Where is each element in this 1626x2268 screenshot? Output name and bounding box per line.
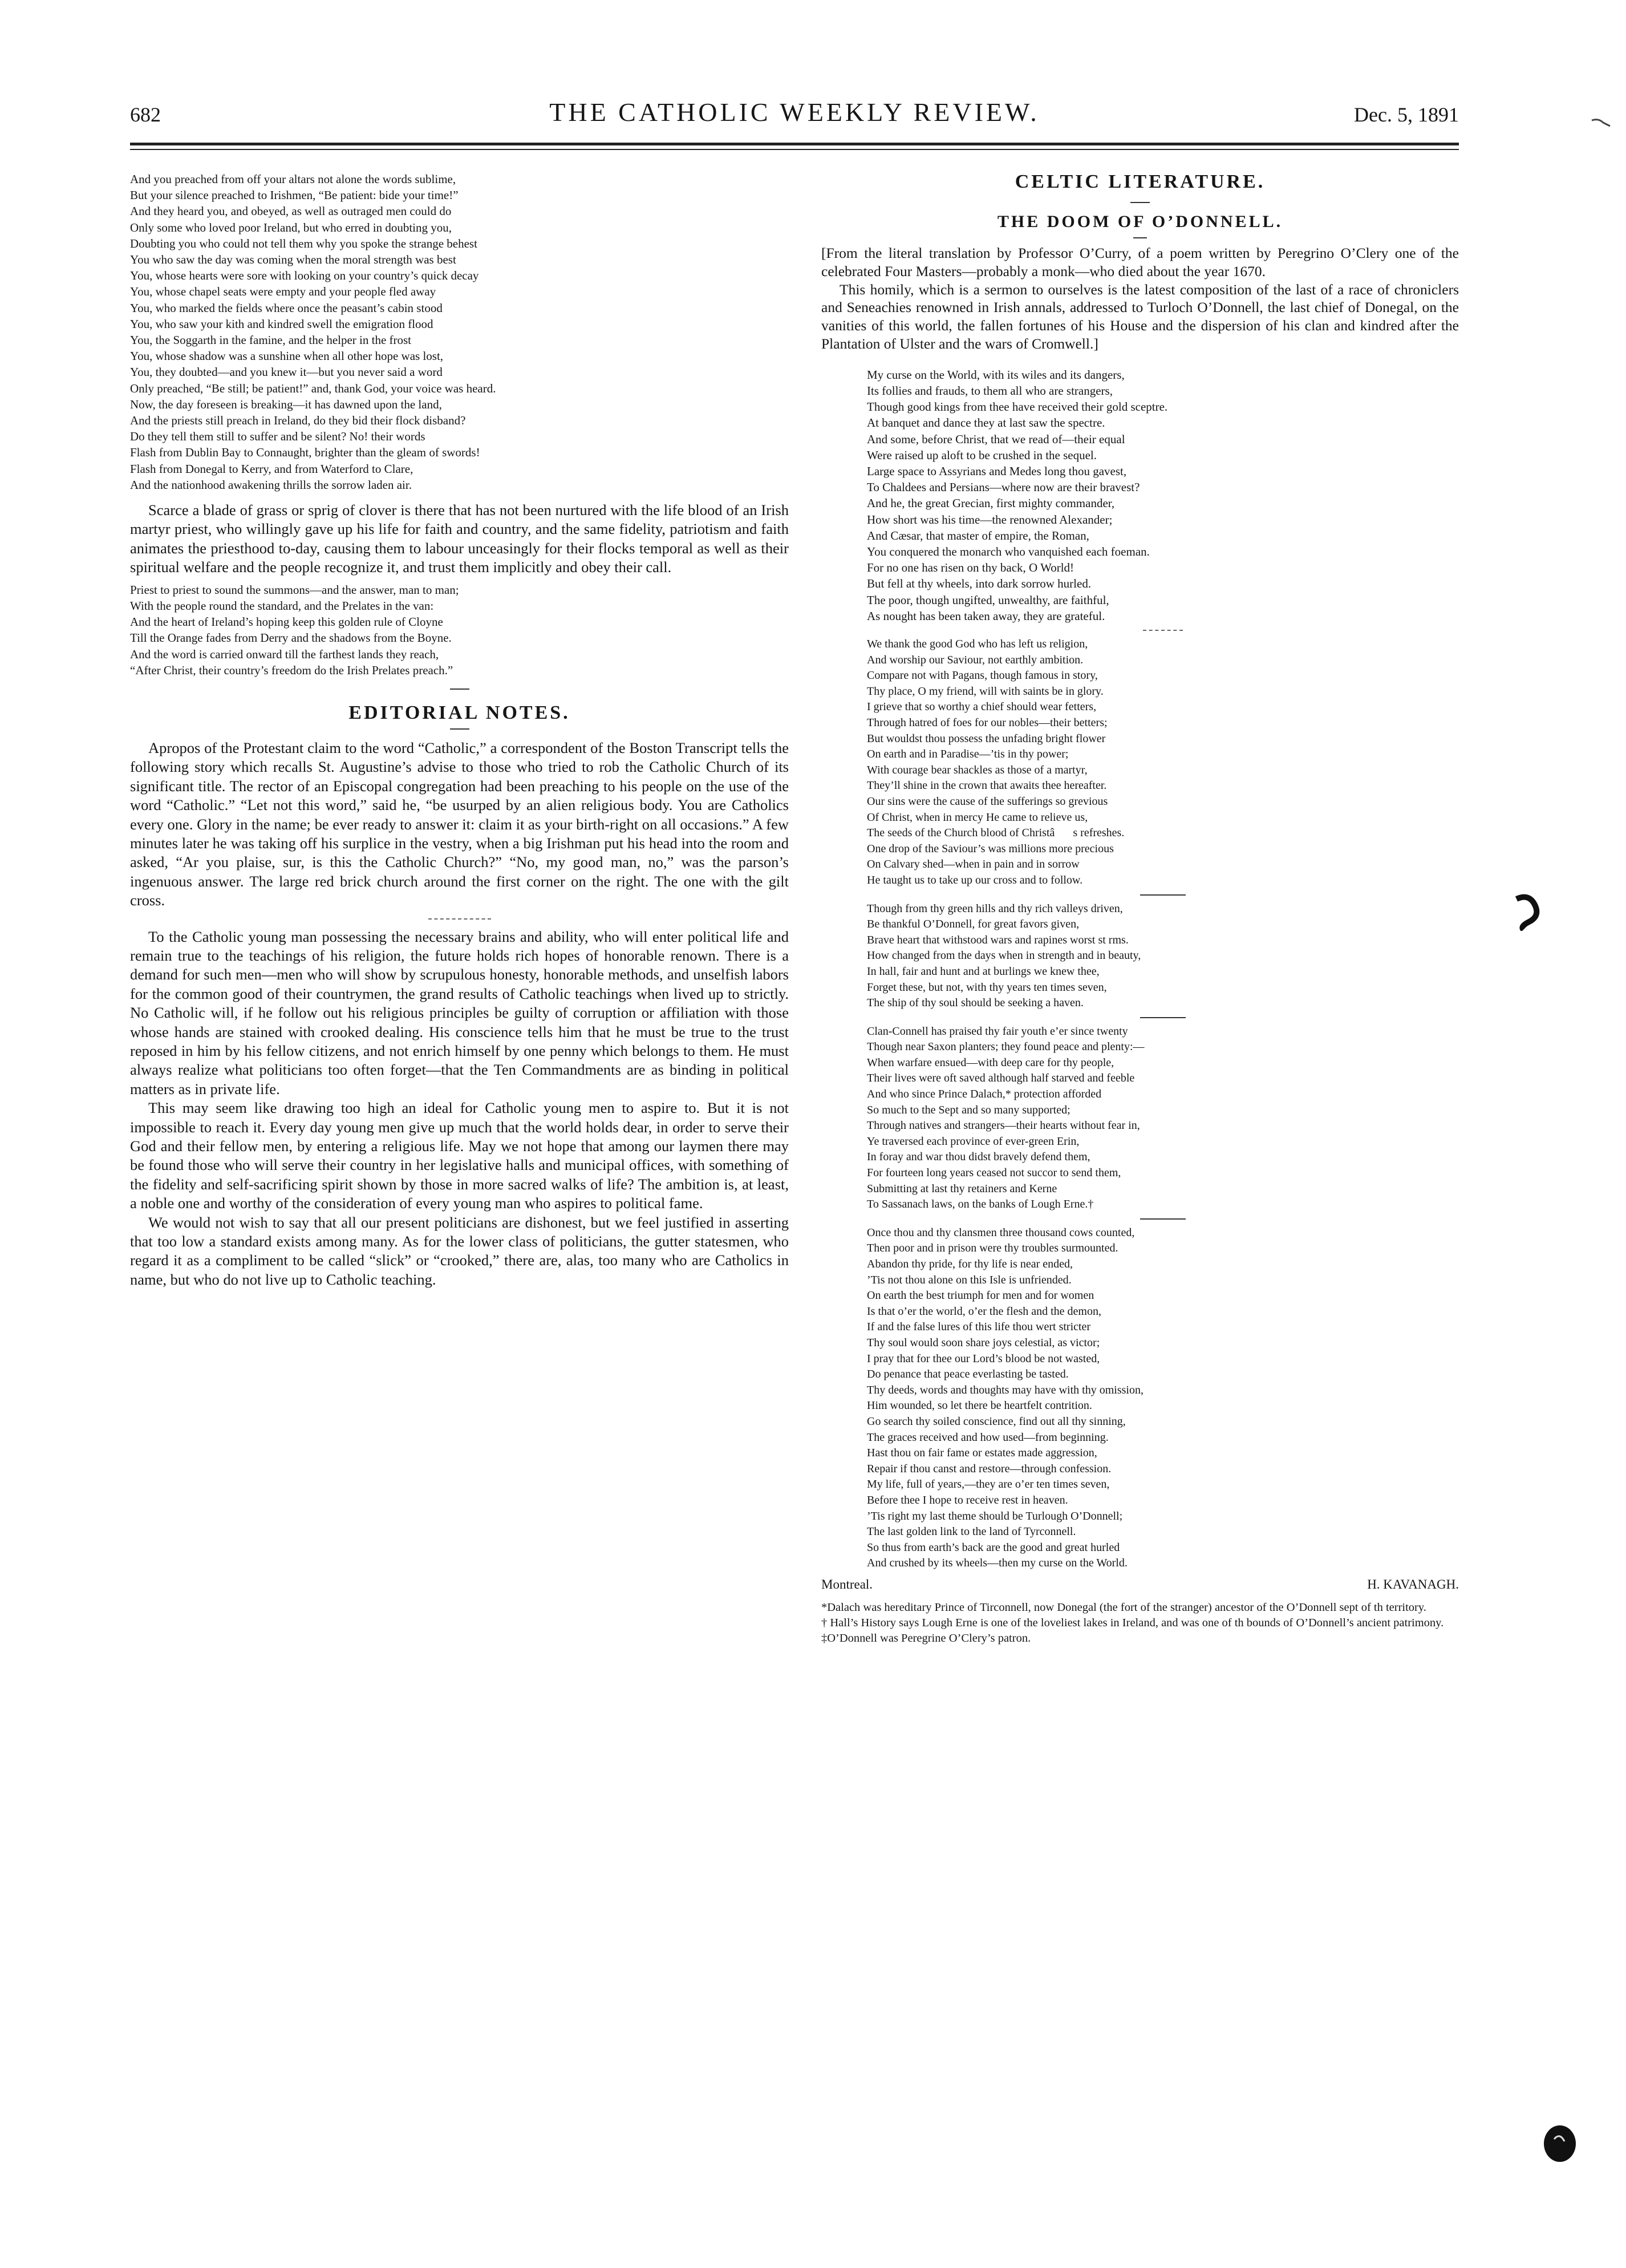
section-rule	[450, 688, 469, 690]
poem-line: And Cæsar, that master of empire, the Roman,	[867, 528, 1089, 542]
poem-line: For no one has risen on thy back, O World!	[867, 561, 1074, 575]
poem-line: Clan-Connell has praised thy fair youth e’er since twenty	[867, 1024, 1128, 1038]
verse-line: Till the Orange fades from Derry and the shadows from the Boyne.	[130, 631, 452, 645]
poem-line: Be thankful O’Donnell, for great favors given,	[867, 918, 1080, 931]
poem-line: I grieve that so worthy a chief should wear fetters,	[867, 700, 1097, 714]
author-signature: H. KAVANAGH.	[1367, 1577, 1459, 1591]
poem-line: Then poor and in prison were thy troubles surmounted.	[867, 1242, 1118, 1255]
section-rule	[450, 728, 469, 730]
verse-line: But your silence preached to Irishmen, “Be patient: bide your time!”	[130, 188, 459, 202]
ink-smudge-bottom	[1542, 2122, 1578, 2164]
paragraph-politicians: We would not wish to say that all our present politicians are dishonest, but we feel justified in asserting that too low a standard exists among many. As for the lower class of politicians, the gutter statesmen, who regard it as a compliment to be called “slick” or “crooked,” there are, alas, too many who are Catholics in name, but who do not live up to Catholic teaching.	[130, 1213, 789, 1288]
verse-summons	[130, 582, 789, 678]
poem-line: In hall, fair and hunt and at burlings we knew thee,	[867, 965, 1100, 978]
poem-stanza-5	[867, 1225, 1459, 1572]
verse-line: You who saw the day was coming when the moral strength was best	[130, 253, 456, 267]
poem-stanza-4	[867, 1024, 1459, 1213]
poem-line: How changed from the days when in strength and in beauty,	[867, 949, 1141, 962]
poem-line: The last golden link to the land of Tyrconnell.	[867, 1525, 1076, 1538]
verse-line: “After Christ, their country’s freedom do the Irish Prelates preach.”	[130, 663, 453, 677]
poem-line: You conquered the monarch who vanquished each foeman.	[867, 545, 1150, 559]
verse-line: And the heart of Ireland’s hoping keep this golden rule of Cloyne	[130, 615, 443, 629]
poem-line: ’Tis not thou alone on this Isle is unfriended.	[867, 1273, 1072, 1286]
poem-line: And he, the great Grecian, first mighty commander,	[867, 496, 1115, 511]
verse-line: Priest to priest to sound the summons—and the answer, man to man;	[130, 582, 459, 597]
poem-line: And some, before Christ, that we read of—their equal	[867, 432, 1125, 446]
header-rule-thin	[130, 149, 1459, 150]
verse-line: You, whose shadow was a sunshine when all other hope was lost,	[130, 349, 444, 363]
verse-line: And the priests still preach in Ireland, do they bid their flock disband?	[130, 414, 466, 428]
verse-line: You, whose chapel seats were empty and your people fled away	[130, 285, 436, 299]
dashed-rule	[428, 918, 491, 920]
poem-line: But wouldst thou possess the unfading bright flower	[867, 732, 1106, 745]
poem-line: With courage bear shackles as those of a martyr,	[867, 763, 1088, 776]
poem-line: Though good kings from thee have received their gold sceptre.	[867, 400, 1168, 414]
poem-line: ’Tis right my last theme should be Turlough O’Donnell;	[867, 1509, 1123, 1522]
poem-line: Compare not with Pagans, though famous in story,	[867, 669, 1098, 682]
poem-line: I pray that for thee our Lord’s blood be not wasted,	[867, 1352, 1100, 1365]
poem-line: And who since Prince Dalach,* protection afforded	[867, 1088, 1102, 1101]
poem-line: Though from thy green hills and thy rich valleys driven,	[867, 902, 1123, 915]
footnote: ‡O’Donnell was Peregrine O’Clery’s patron.	[821, 1631, 1031, 1645]
page-header	[130, 97, 1459, 137]
poem-line: One drop of the Saviour’s was millions more precious	[867, 842, 1114, 855]
page-number: 682	[130, 103, 161, 126]
verse-line: And the nationhood awakening thrills the sorrow laden air.	[130, 477, 412, 492]
header-rule-thick	[130, 143, 1459, 145]
poem-line: To Chaldees and Persians—where now are their bravest?	[867, 480, 1140, 495]
poem-line: Their lives were oft saved although half starved and feeble	[867, 1072, 1135, 1085]
poem-line: Ye traversed each province of ever-green Erin,	[867, 1135, 1080, 1148]
verse-line: Doubting you who could not tell them why you spoke the strange behest	[130, 236, 477, 250]
left-column	[130, 171, 789, 1289]
dateline-place: Montreal.	[821, 1577, 873, 1591]
poem-line: If and the false lures of this life thou wert stricter	[867, 1321, 1091, 1334]
verse-line: You, whose hearts were sore with looking on your country’s quick decay	[130, 269, 479, 283]
poem-line: On earth and in Paradise—’tis in thy power;	[867, 748, 1069, 761]
section-rule	[1133, 237, 1147, 238]
verse-line: Only preached, “Be still; be patient!” and, thank God, your voice was heard.	[130, 381, 496, 395]
poem-line: Its follies and frauds, to them all who are strangers,	[867, 383, 1113, 398]
poem-line: He taught us to take up our cross and to follow.	[867, 873, 1083, 886]
intro-translation: [From the literal translation by Professor O’Curry, of a poem written by Peregrino O’Clery one of the celebrated Four Masters—probably a monk—who died about the year 1670.	[821, 245, 1459, 280]
verse-line: Flash from Dublin Bay to Connaught, brighter than the gleam of swords!	[130, 446, 480, 460]
signature-line	[821, 1577, 1459, 1592]
celtic-literature-heading: CELTIC LITERATURE.	[1015, 171, 1266, 192]
verse-line: You, who marked the fields where once the peasant’s cabin stood	[130, 301, 443, 315]
stanza-rule	[1140, 894, 1186, 896]
poem-title: THE DOOM OF O’DONNELL.	[997, 212, 1283, 231]
poem-line: Thy soul would soon share joys celestial, as victor;	[867, 1336, 1100, 1349]
poem-line: When warfare ensued—with deep care for thy people,	[867, 1056, 1114, 1069]
verse-line: You, the Soggarth in the famine, and the helper in the frost	[130, 333, 412, 347]
poem-line: Were raised up aloft to be crushed in the sequel.	[867, 448, 1097, 462]
poem-stanza-2	[867, 637, 1459, 889]
stanza-rule	[1140, 1218, 1186, 1220]
poem-line: Repair if thou canst and restore—through confession.	[867, 1462, 1112, 1475]
verse-line: You, who saw your kith and kindred swell the emigration flood	[130, 317, 433, 331]
poem-line: Though near Saxon planters; they found peace and plenty:—	[867, 1040, 1145, 1054]
poem-line: In foray and war thou didst bravely defend them,	[867, 1151, 1090, 1164]
poem-line: My life, full of years,—they are o’er ten times seven,	[867, 1478, 1110, 1491]
verse-line: And the word is carried onward till the farthest lands they reach,	[130, 647, 439, 661]
poem-line: The graces received and how used—from beginning.	[867, 1431, 1109, 1444]
poem-stanza-3	[867, 901, 1459, 1011]
poem-line: So thus from earth’s back are the good and great hurled	[867, 1541, 1120, 1554]
intro-homily: This homily, which is a sermon to ourselves is the latest composition of the last of a race of chroniclers and Seneachies renowned in Irish annals, addressed to Turloch O’Donnell, the last chief of Donegal, on the vanities of this world, the fallen fortunes of his House and the dispersion of his clan and kindred after the Plantation of Ulster and the wars of Cromwell.]	[821, 281, 1459, 352]
poem-line: My curse on the World, with its wiles and its dangers,	[867, 367, 1125, 382]
right-column	[821, 171, 1459, 1646]
poem-line: Thy deeds, words and thoughts may have with thy omission,	[867, 1383, 1144, 1396]
poem-line: Do penance that peace everlasting be tasted.	[867, 1368, 1069, 1381]
poem-line: To Sassanach laws, on the banks of Lough Erne.†	[867, 1198, 1094, 1211]
poem-line: Before thee I hope to receive rest in heaven.	[867, 1493, 1068, 1506]
ink-mark-top	[1591, 117, 1612, 128]
poem-line: Abandon thy pride, for thy life is near ended,	[867, 1258, 1073, 1270]
poem-line: And worship our Saviour, not earthly ambition.	[867, 653, 1084, 666]
poem-line: And crushed by its wheels—then my curse on the World.	[867, 1557, 1128, 1570]
poem-doom-of-odonnell	[821, 367, 1459, 1572]
poem-line: Large space to Assyrians and Medes long thou gavest,	[867, 464, 1127, 478]
poem-line: Is that o’er the world, o’er the flesh and the demon,	[867, 1305, 1101, 1318]
publication-title: THE CATHOLIC WEEKLY REVIEW.	[549, 98, 1040, 127]
poem-line: Of Christ, when in mercy He came to relieve us,	[867, 811, 1088, 824]
verse-line: Do they tell them still to suffer and be silent? No! their words	[130, 430, 425, 444]
issue-date: Dec. 5, 1891	[1354, 103, 1459, 126]
stanza-rule	[1140, 1017, 1186, 1018]
verse-line: Only some who loved poor Ireland, but who erred in doubting you,	[130, 220, 452, 234]
paragraph-young-man: To the Catholic young man possessing the necessary brains and ability, who will enter political life and remain true to the teachings of his religion, the future holds rich hopes of honorable renown. There is a demand for such men—men who will show by scrupulous honesty, honorable methods, and unselfish labors for the common good of their countrymen, the grand results of Catholic teachings when lived up to strictly. No Catholic will, if he follow out his religious principles be guilty of corruption or affiliation with those whose hands are stained with crooked dealing. His conscience tells him that he must be true to the trust reposed in him by his fellow citizens, and not enrich himself by one penny which belongs to them. He must always realize what politicians too often forget—that the Ten Commandments are as binding in political matters as in private life.	[130, 928, 789, 1097]
verse-line: Flash from Donegal to Kerry, and from Waterford to Clare,	[130, 461, 413, 476]
poem-line: At banquet and dance they at last saw the spectre.	[867, 416, 1105, 430]
poem-line: Thy place, O my friend, will with saints be in glory.	[867, 685, 1104, 698]
dashed-rule	[1143, 630, 1183, 631]
footnotes	[821, 1600, 1459, 1646]
ink-smudge-mid	[1512, 893, 1542, 931]
verse-line: Now, the day foreseen is breaking—it has dawned upon the land,	[130, 397, 442, 411]
footnote: *Dalach was hereditary Prince of Tirconnell, now Donegal (the fort of the stranger) ancestor of the O’Donnell sept of th territory.	[821, 1601, 1426, 1614]
footnote: † Hall’s History says Lough Erne is one of the loveliest lakes in Ireland, and was one of th bounds of O’Donnell’s ancient patrimony.	[821, 1616, 1444, 1629]
verse-continued	[130, 171, 789, 493]
poem-line: Brave heart that withstood wars and rapines worst st rms.	[867, 933, 1129, 946]
poem-line: So much to the Sept and so many supported;	[867, 1103, 1071, 1116]
verse-line: You, they doubted—and you knew it—but you never said a word	[130, 365, 443, 379]
poem-line: How short was his time—the renowned Alexander;	[867, 512, 1113, 526]
poem-line: For fourteen long years ceased not succor to send them,	[867, 1167, 1121, 1180]
paragraph-priesthood: Scarce a blade of grass or sprig of clover is there that has not been nurtured with the life blood of an Irish martyr priest, who willingly gave up his life for faith and country, and the same fidelity, patriotism and faith animates the priesthood to-day, causing them to labour unceasingly for their flocks temporal as well as their spiritual welfare and the people recognize it, and trust them implicitly and obey their call.	[130, 501, 789, 576]
poem-stanza-1	[867, 367, 1459, 624]
poem-line: Submitting at last thy retainers and Kerne	[867, 1182, 1057, 1195]
paragraph-ideal: This may seem like drawing too high an ideal for Catholic young men to aspire to. But it is not impossible to reach it. Every day young men give up much that the world holds dear, in order to serve their God and their fellow men, by entering a religious life. May we not hope that among our laymen there may be found those who will serve their country in her legislative halls and municipal offices, with something of the fidelity and self-sacrificing spirit shown by those in more sacred walks of life? The ambition is, at least, a noble one and worthy of the consideration of every young man who aspires to political fame.	[130, 1099, 789, 1212]
verse-line: And you preached from off your altars not alone the words sublime,	[130, 172, 456, 186]
poem-line: The seeds of the Church blood of Christâs refreshes.	[867, 827, 1125, 840]
poem-line: The ship of thy soul should be seeking a haven.	[867, 997, 1084, 1010]
poem-line: The poor, though ungifted, unwealthy, are faithful,	[867, 593, 1109, 607]
poem-line: Go search thy soiled conscience, find out all thy sinning,	[867, 1415, 1126, 1428]
poem-line: As nought has been taken away, they are grateful.	[867, 609, 1105, 623]
section-rule	[1130, 202, 1150, 203]
poem-line: Him wounded, so let there be heartfelt contrition.	[867, 1399, 1092, 1412]
poem-line: On Calvary shed—when in pain and in sorrow	[867, 858, 1080, 871]
poem-line: On earth the best triumph for men and for women	[867, 1289, 1094, 1302]
verse-line: And they heard you, and obeyed, as well as outraged men could do	[130, 204, 452, 218]
poem-line: Hast thou on fair fame or estates made aggression,	[867, 1447, 1097, 1460]
poem-line: Through natives and strangers—their hearts without fear in,	[867, 1119, 1140, 1132]
poem-line: Our sins were the cause of the sufferings so grevious	[867, 795, 1108, 808]
poem-line: But fell at thy wheels, into dark sorrow hurled.	[867, 577, 1092, 591]
poem-line: They’ll shine in the crown that awaits thee hereafter.	[867, 779, 1107, 792]
paragraph-catholic-word: Apropos of the Protestant claim to the word “Catholic,” a correspondent of the Boston Transcript tells the following story which recalls St. Augustine’s advise to those who tried to rob the Catholic Church of its significant title. The rector of an Episcopal congregation had been preaching to his people on the use of the word “Catholic.” “Let not this word,” said he, “be usurped by an alien religious body. You are Catholics every one. Glory in the name; be ever ready to answer it: claim it as your birth-right on all occasions.” A few minutes later he was taking off his surplice in the vestry, when a big Irishman put his head into the room and asked, “Ar you plaise, sur, is this the Catholic Church?” “No, my good man, no,” was the parson’s ingenuous answer. The large red brick church around the first corner on the right. The one with the gilt cross.	[130, 739, 789, 909]
poem-line: We thank the good God who has left us religion,	[867, 638, 1088, 651]
editorial-notes-heading: EDITORIAL NOTES.	[348, 702, 570, 723]
poem-line: Through hatred of foes for our nobles—their betters;	[867, 716, 1108, 729]
verse-line: With the people round the standard, and the Prelates in the van:	[130, 598, 434, 613]
poem-line: Forget these, but not, with thy years ten times seven,	[867, 981, 1107, 994]
poem-line: Once thou and thy clansmen three thousand cows counted,	[867, 1226, 1135, 1239]
